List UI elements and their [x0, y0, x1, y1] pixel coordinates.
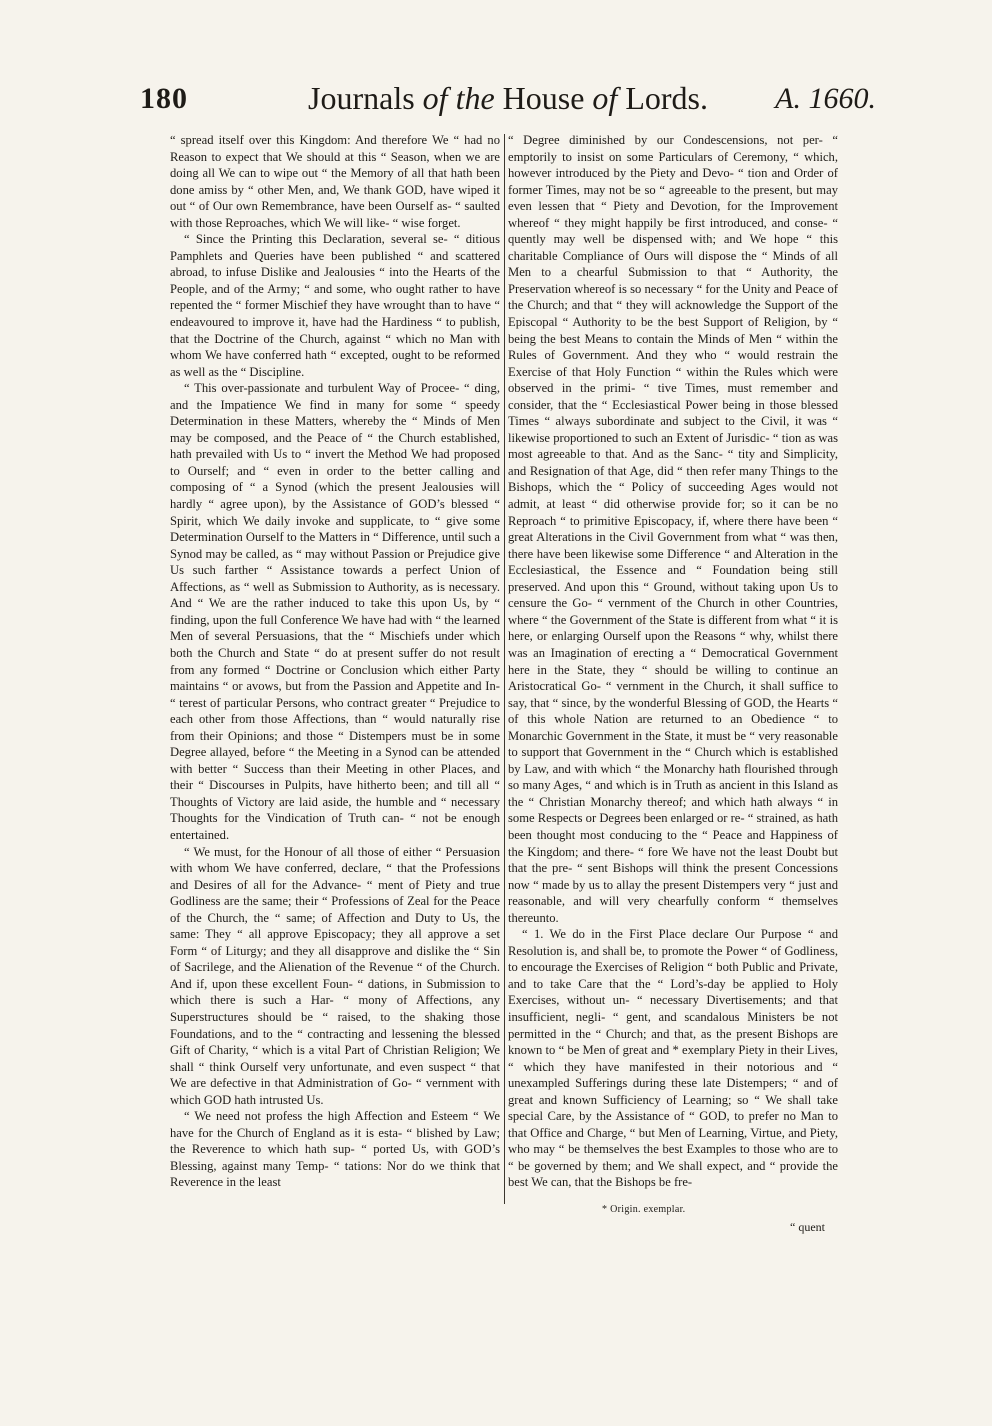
catchword: “ quent: [790, 1220, 825, 1234]
paragraph: “ We need not profess the high Affection and Esteem “ We have for the Church of England as it is esta- “ blished by Law; the Reverence to which hath sup- “ ported Us, with GOD’s Blessing, against many Temp- “ tations: Nor do we think that Reverence in the least: [170, 1109, 500, 1190]
title-word-the: the: [455, 80, 495, 116]
title-word-of-2: of: [592, 80, 618, 116]
paragraph: “ spread itself over this Kingdom: And therefore We “ had no Reason to expect that We should at this “ Season, when we are doing all We can to wipe out “ the Memory of all that hath been done amiss by “ other Men, and, We thank GOD, have wiped it out “ of Our own Remembrance, have been Ourself as- “ saulted with those Reproaches, which We will like- “ wise forget.: [170, 133, 500, 230]
paragraph: “ We must, for the Honour of all those of either “ Persuasion with whom We have conferred, declare, “ that the Professions and Desires of all for the Advance- “ ment of Piety and true Godliness are the same; their “ Professions of Zeal for the Peace of the Church, the “ same; of Affection and Duty to Us, the same: They “ all approve Episcopacy; they all approve a set Form “ of Liturgy; and they all disapprove and dislike the “ Sin of Sacrilege, and the Alienation of the Revenue “ of the Church. And if, upon these excellent Foun- “ dations, in Submission to which there is such a Har- “ mony of Affections, any Superstructures should be “ raised, to the shaking those Foundations, and to the “ contracting and lessening the blessed Gift of Charity, “ which is a vital Part of Christian Religion; We shall “ think Ourself very unfortunate, and even suspect “ that We are defective in that Administration of Go- “ vernment with which GOD hath intrusted Us.: [170, 844, 500, 1107]
running-title: [140, 80, 876, 117]
page-header: [140, 76, 876, 128]
column-divider: [504, 134, 505, 1204]
title-word-journals: Journals: [308, 80, 415, 116]
footnote: * Origin. exemplar.: [602, 1204, 686, 1215]
paragraph: “ 1. We do in the First Place declare Our Purpose “ and Resolution is, and shall be, to promote the Power “ of Godliness, to encourage the Exercises of Religion “ both Public and Private, and to take Care that the “ Lord’s-day be applied to Holy Exercises, without un- “ necessary Divertisements; and that insufficient, negli- “ gent, and scandalous Ministers be not permitted in the “ Church; and that, as the present Bishops are known to “ be Men of great and * exemplary Piety in their Lives, “ which they have manifested in their notorious and “ unexampled Sufferings during these late Distempers; “ and of great and known Sufficiency of Learning; so “ We shall take special Care, by the Assistance of “ GOD, to prefer no Man to that Office and Charge, “ but Men of Learning, Virtue, and Piety, who may “ be themselves the best Examples to those who are to “ be governed by them; and We shall expect, and “ provide the best We can, that the Bishops be fre-: [508, 927, 838, 1190]
title-word-of: of: [414, 80, 456, 116]
left-column: [170, 132, 500, 1191]
paragraph: “ This over-passionate and turbulent Way of Procee- “ ding, and the Impatience We find in many for some “ speedy Determination in these Matters, whereby the “ Minds of Men may be composed, and the Peace of “ the Church established, hath prevailed with Us to “ invert the Method We had proposed to Ourself; and “ even in order to the better calling and composing of “ a Synod (which the present Jealousies will hardly “ agree upon), by the Assistance of GOD’s blessed “ Spirit, which We daily invoke and supplicate, to “ give some Determination Ourself to the Matters in “ Difference, until such a Synod may be called, as “ may without Passion or Prejudice give Us such farther “ Assistance towards a perfect Union of Affections, as “ well as Submission to Authority, as is necessary. And “ We are the rather induced to take this upon Us, by “ finding, upon the full Conference We have had with “ the learned Men of several Persuasions, that the “ Mischiefs under which both the Church and State “ do at present suffer do not result from any formed “ Doctrine or Conclusion which either Party maintains “ or avows, but from the Passion and Appetite and In- “ terest of particular Persons, who contract greater “ Prejudice to each other from those Affections, than “ would naturally rise from their Opinions; and those “ Distempers must be in some Degree allayed, before “ the Meeting in a Synod can be attended with better “ Success than their Meeting in other Places, and their “ Discourses in Pulpits, have hitherto been; and till all “ Thoughts of Victory are laid aside, the humble and “ necessary Thoughts for the Vindication of Truth can- “ not be enough entertained.: [170, 381, 500, 842]
year-label: A. 1660.: [775, 82, 876, 115]
title-word-house: House: [494, 80, 593, 116]
paragraph: “ Degree diminished by our Condescensions, not per- “ emptorily to insist on some Particulars of Ceremony, “ which, however introduced by the Piety and Devo- “ tion and Order of former Times, may not be so “ agreeable to the present, but may even lessen that “ Piety and Devotion, for the Improvement whereof “ they might happily be first introduced, and conse- “ quently may well be dispensed with; and We hope “ this charitable Compliance of Ours will dispose the “ Minds of all Men to a chearful Submission to that “ Authority, the Preservation whereof is so necessary “ for the Unity and Peace of the Church; and that “ they will acknowledge the Support of the Episcopal “ Authority to be the best Support of Religion, by “ being the best Means to contain the Minds of Men “ within the Rules of Government. And they who “ would restrain the Exercise of that Holy Function “ within the Rules which were observed in the primi- “ tive Times, must remember and consider, that the “ Ecclesiastical Power being in those blessed Times “ always subordinate and subject to the Civil, it was “ likewise proportioned to such an Extent of Jurisdic- “ tion as was most agreeable to that. And as the Sanc- “ tity and Simplicity, and Resignation of that Age, did “ then refer many Things to the Bishops, which the “ Policy of succeeding Ages would not admit, at least “ did otherwise provide for; so it can be no Reproach “ to primitive Episcopacy, if, where there have been “ great Alterations in the Civil Government from what “ was then, there have been likewise some Difference “ and Alteration in the Ecclesiastical, the Essence and “ Foundation being still preserved. And upon this “ Ground, without taking upon Us to censure the Go- “ vernment of the Church in other Countries, where “ the Government of the State is different from what “ it is here, or enlarging Ourself upon the Reasons “ why, whilst there was an Imagination of erecting a “ Democratical Government here in the State, they “ should be willing to continue an Aristocratical Go- “ vernment in the Church, it shall suffice to say, that “ since, by the wonderful Blessing of GOD, the Hearts “ of this whole Nation are returned to an Obedience “ to Monarchic Government in the State, it must be “ very reasonable to support that Government in the “ Church which is established by Law, and with which “ the Monarchy hath flourished through so many Ages, “ and which is in Truth as ancient in this Island as the “ Christian Monarchy thereof; and which hath always “ in some Respects or Degrees been enlarged or re- “ strained, as hath been thought most conducing to the “ Peace and Happiness of the Kingdom; and there- “ fore We have not the least Doubt but that the pre- “ sent Bishops will think the present Concessions now “ made by us to allay the present Distempers very “ just and reasonable, and will very chearfully conform “ themselves thereunto.: [508, 133, 838, 925]
paragraph: “ Since the Printing this Declaration, several se- “ ditious Pamphlets and Queries have been published “ and scattered abroad, to infuse Dislike and Jealousies “ into the Hearts of the People, and of the Army; “ and some, who ought rather to have repented the “ former Mischief they have wrought than to have “ endeavoured to improve it, have had the Hardiness “ to publish, that the Doctrine of the Church, against “ which no Man with whom We have conferred hath “ excepted, ought to be reformed as well as the “ Discipline.: [170, 232, 500, 379]
title-word-lords: Lords.: [617, 80, 708, 116]
page-number: 180: [140, 82, 188, 115]
right-column: [508, 132, 838, 1191]
